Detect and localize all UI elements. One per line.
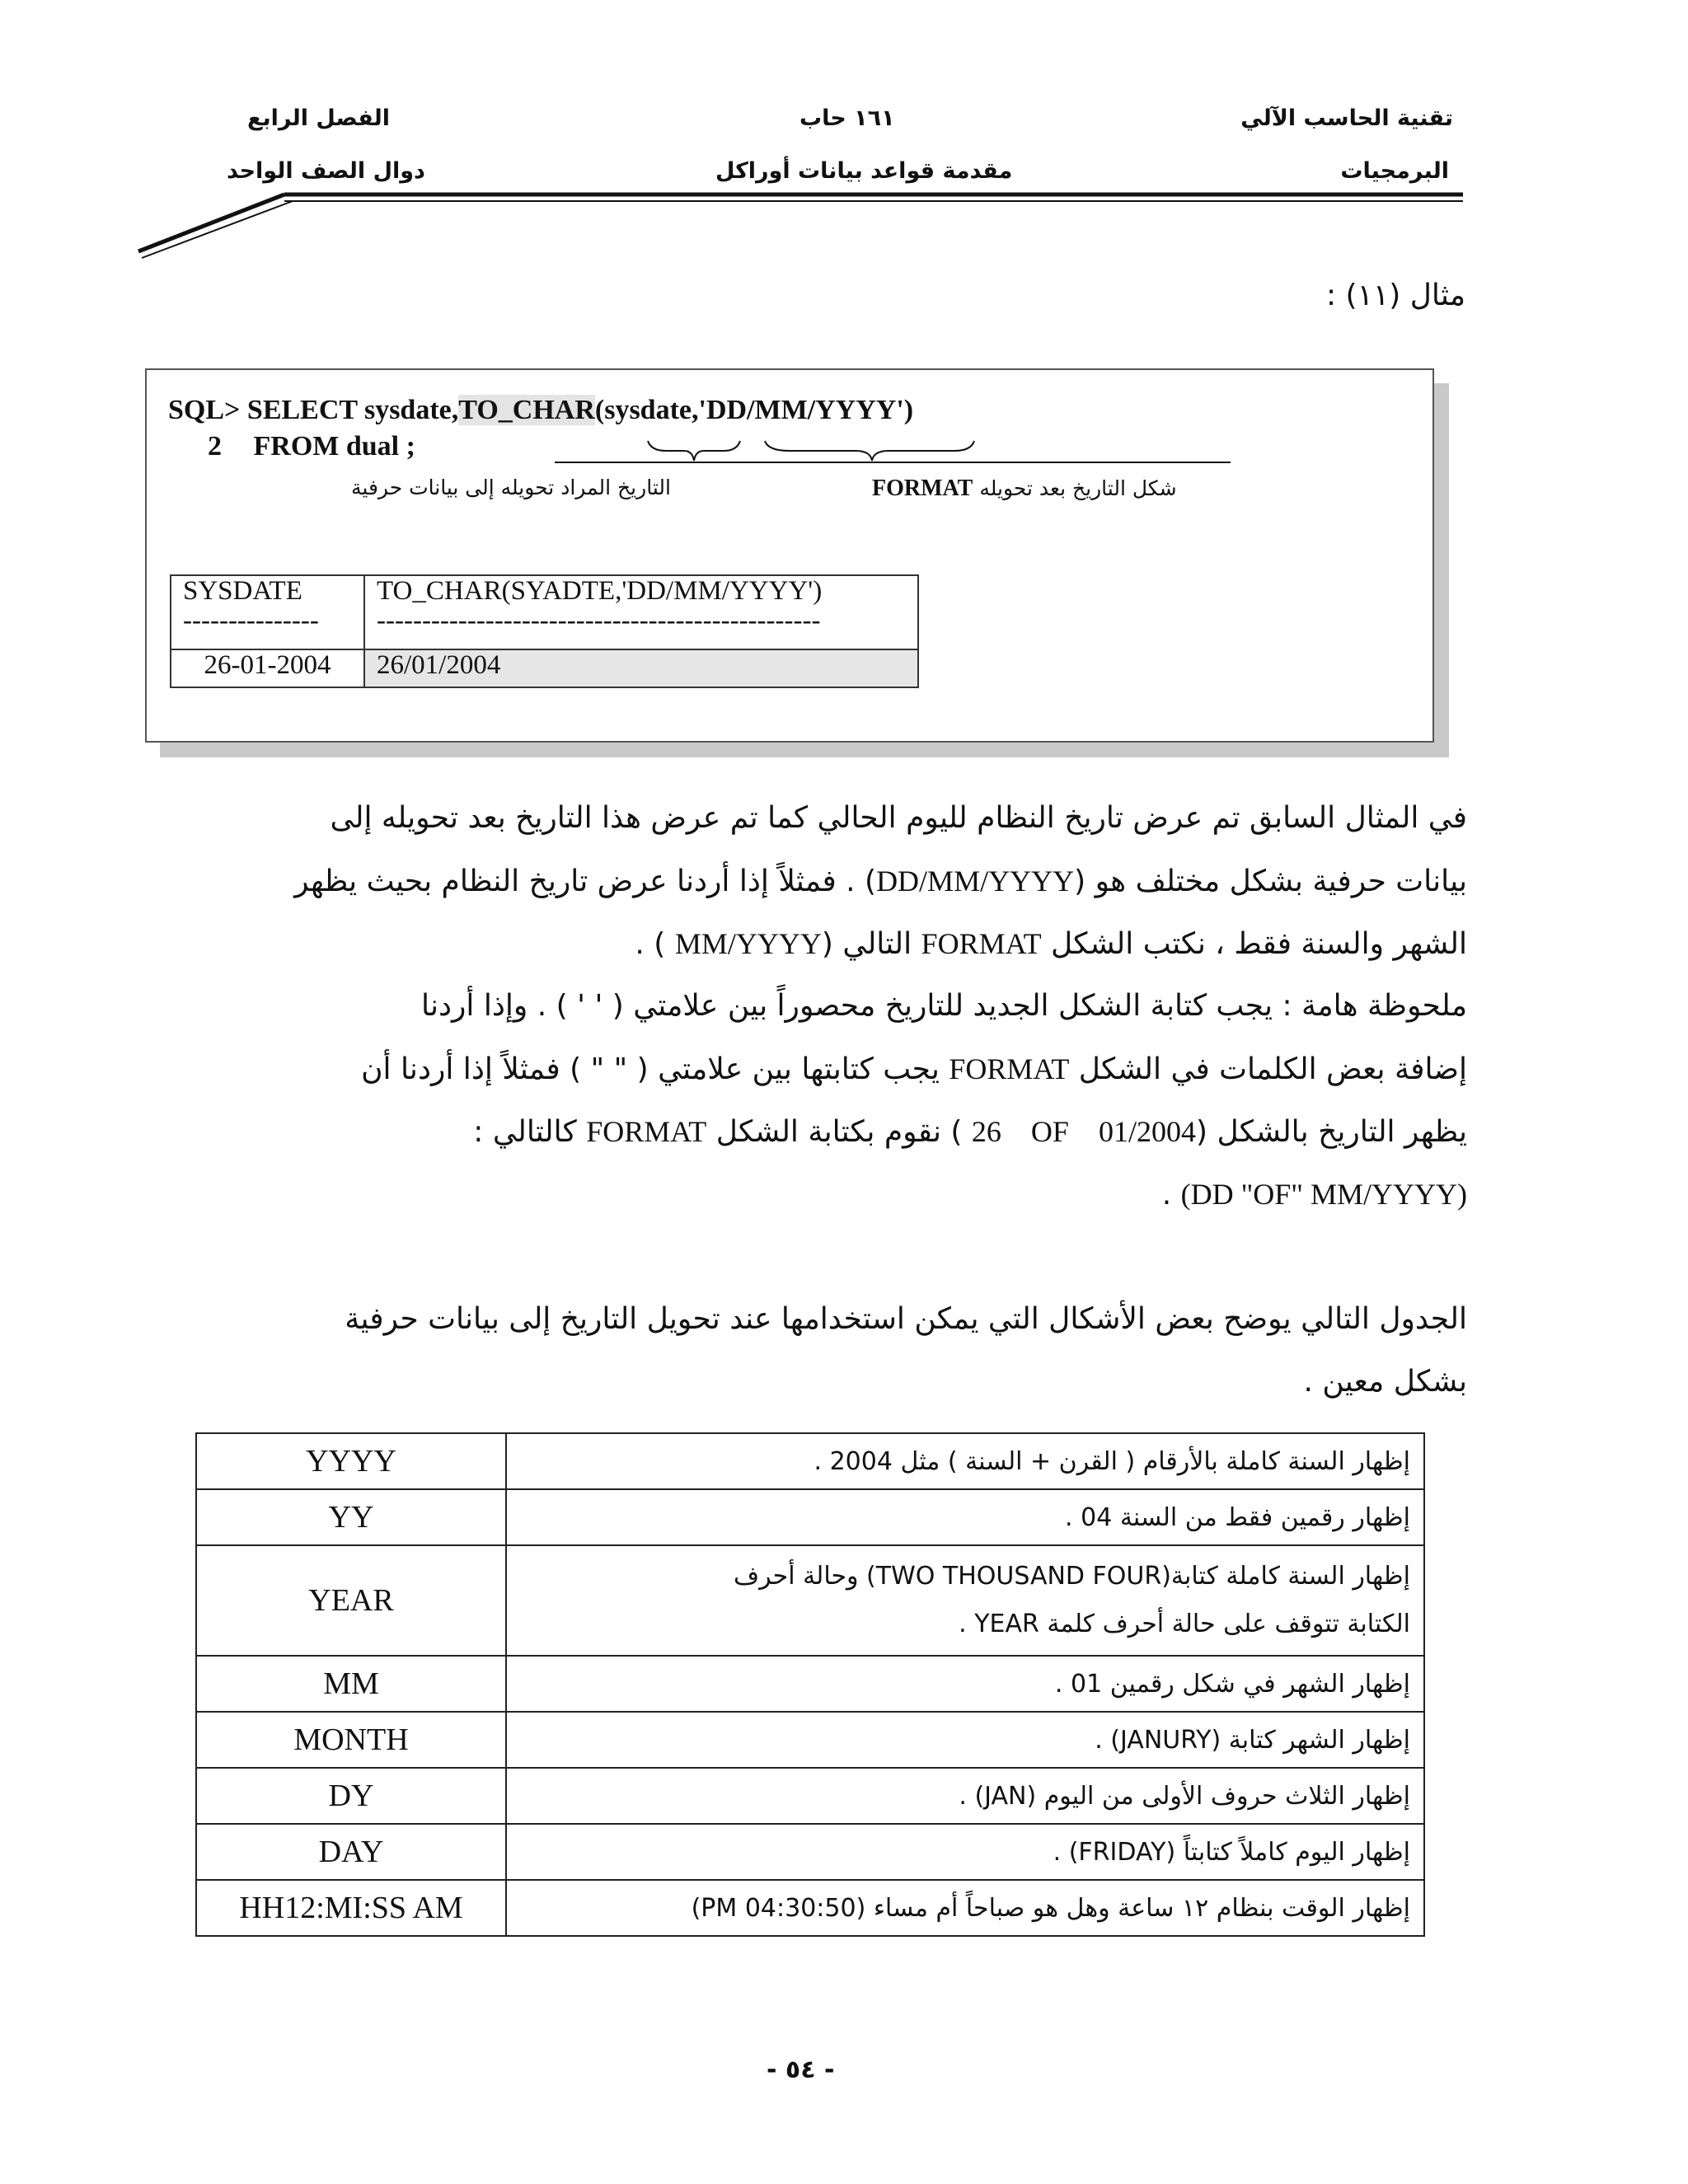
format-row-mm: [196, 1656, 1424, 1712]
p2-l2-code-format: FORMAT: [949, 1052, 1070, 1085]
paragraph-2-line-1: ملحوظة هامة : يجب كتابة الشكل الجديد للتاريخ محصوراً بين علامتي ( ' ' ) . وإذا أردنا: [421, 989, 1467, 1023]
result-col2-header: TO_CHAR(SYADTE,'DD/MM/YYYY'): [377, 576, 823, 606]
paragraph-3-line-2: بشكل معين .: [1303, 1365, 1467, 1399]
format-row-month: [196, 1712, 1424, 1768]
p2-l3-code-format: FORMAT: [586, 1115, 707, 1148]
p2-l4-code: (DD "OF" MM/YYYY): [1180, 1178, 1467, 1211]
format-row-yyyy: [196, 1433, 1424, 1489]
p1-l2-code: DD/MM/YYYY: [876, 865, 1075, 898]
p1-l3-text-a: الشهر والسنة فقط ، نكتب الشكل: [1051, 927, 1467, 961]
format-code: YYYY: [196, 1433, 506, 1489]
p1-l3-text-b: التالي (: [821, 927, 912, 961]
format-description: إظهار الشهر في شكل رقمين 01 .: [506, 1656, 1424, 1712]
result-header-row: [171, 575, 918, 649]
format-row-dy: [196, 1768, 1424, 1824]
format-description-line-2: الكتابة تتوقف على حالة أحرف كلمة YEAR .: [959, 1610, 1410, 1638]
format-description: إظهار الثلاث حروف الأولى من اليوم (JAN) .: [506, 1768, 1424, 1824]
sql-braces: [147, 370, 1432, 477]
paragraph-1-line-2: [138, 864, 1467, 898]
sql-line-number: 2: [208, 431, 222, 462]
p1-l2-text-b: ) . فمثلاً إذا أردنا عرض تاريخ النظام بحيث يظهر: [294, 865, 877, 898]
header-chapter: الفصل الرابع: [247, 105, 390, 131]
format-description: إظهار الشهر كتابة (JANURY) .: [506, 1712, 1424, 1768]
format-code: HH12:MI:SS AM: [196, 1880, 506, 1936]
format-code: MONTH: [196, 1712, 506, 1768]
result-data-row: [171, 649, 918, 687]
result-col1-header: SYSDATE: [183, 576, 302, 606]
format-description: إظهار رقمين فقط من السنة 04 .: [506, 1489, 1424, 1545]
sql-format-label: [872, 476, 1177, 502]
format-row-hh12: [196, 1880, 1424, 1936]
format-description: [506, 1545, 1424, 1656]
sql-from-clause: FROM dual ;: [253, 431, 415, 462]
page-number: - ٥٤ -: [767, 2055, 835, 2084]
header-rule: [0, 0, 1688, 272]
result-col2-dashes: -------------------------------------------------: [377, 606, 821, 635]
sql-to-char-function: TO_CHAR: [458, 395, 595, 425]
header-course-name: مقدمة قواعد بيانات أوراكل: [715, 158, 1013, 184]
sql-example-box: [145, 368, 1434, 743]
format-row-day: [196, 1824, 1424, 1880]
paragraph-3-line-1: الجدول التالي يوضح بعض الأشكال التي يمكن استخدامها عند تحويل التاريخ إلى بيانات حرفية: [345, 1302, 1467, 1336]
p1-l3-code: MM/YYYY: [674, 927, 822, 960]
header-department: البرمجيات: [1340, 158, 1449, 184]
header-course-code: ١٦١ حاب: [799, 105, 895, 131]
result-col2-header-cell: [364, 575, 918, 649]
paragraph-2-line-2: [138, 1052, 1467, 1086]
format-code: DAY: [196, 1824, 506, 1880]
result-to-char-value: 26/01/2004: [364, 649, 918, 687]
format-row-yy: [196, 1489, 1424, 1545]
p2-l2-text-b: يجب كتابتها بين علامتي ( " " ) فمثلاً إذا أردنا أن: [361, 1052, 940, 1086]
header-chapter-title: دوال الصف الواحد: [227, 158, 425, 184]
p1-l3-code-format: FORMAT: [921, 927, 1042, 960]
date-formats-table: [195, 1432, 1425, 1937]
sql-date-label: التاريخ المراد تحويله إلى بيانات حرفية: [351, 476, 671, 499]
sql-select-clause: SQL> SELECT sysdate,: [168, 395, 459, 425]
paragraph-1-line-3: [138, 926, 1467, 961]
paragraph-1-line-1: في المثال السابق تم عرض تاريخ النظام لليوم الحالي كما تم عرض هذا التاريخ بعد تحويله إلى: [330, 801, 1467, 835]
sql-format-label-en: FORMAT: [872, 476, 973, 501]
p1-l3-text-c: ) .: [635, 927, 666, 961]
result-sysdate-value: 26-01-2004: [171, 649, 364, 687]
header-subject: تقنية الحاسب الآلي: [1240, 105, 1453, 131]
p1-l2-text-a: بيانات حرفية بشكل مختلف هو (: [1074, 865, 1467, 898]
format-description: إظهار السنة كاملة بالأرقام ( القرن + السنة ) مثل 2004 .: [506, 1433, 1424, 1489]
format-code: MM: [196, 1656, 506, 1712]
p2-l4-end: .: [1161, 1178, 1172, 1212]
format-row-year: [196, 1545, 1424, 1656]
format-description: إظهار اليوم كاملاً كتابتاً (FRIDAY) .: [506, 1824, 1424, 1880]
paragraph-2-line-3: [138, 1114, 1467, 1149]
paragraph-2-line-4: [138, 1177, 1467, 1212]
sql-format-label-ar: شكل التاريخ بعد تحويله: [979, 476, 1177, 500]
example-title: مثال (١١) :: [1325, 279, 1465, 312]
p2-l2-text-a: إضافة بعض الكلمات في الشكل: [1078, 1052, 1467, 1086]
format-code: YEAR: [196, 1545, 506, 1656]
format-description-line-1: إظهار السنة كاملة كتابة(TWO THOUSAND FOUR) وحالة أحرف: [734, 1562, 1410, 1591]
p2-l3-text-c: كالتالي :: [473, 1115, 577, 1149]
sql-result-table: [170, 574, 919, 688]
format-code: DY: [196, 1768, 506, 1824]
sql-to-char-args: (sysdate,'DD/MM/YYYY'): [594, 395, 914, 425]
result-col1-dashes: ---------------: [183, 606, 319, 635]
p2-l3-text-a: يظهر التاريخ بالشكل (: [1195, 1115, 1467, 1149]
format-description: إظهار الوقت بنظام ١٢ ساعة وهل هو صباحاً أم مساء (04:30:50 PM): [506, 1880, 1424, 1936]
p2-l3-code: 26 OF 01/2004: [971, 1115, 1196, 1148]
p2-l3-text-b: ) نقوم بكتابة الشكل: [715, 1115, 963, 1149]
format-code: YY: [196, 1489, 506, 1545]
result-col1-header-cell: [171, 575, 364, 649]
